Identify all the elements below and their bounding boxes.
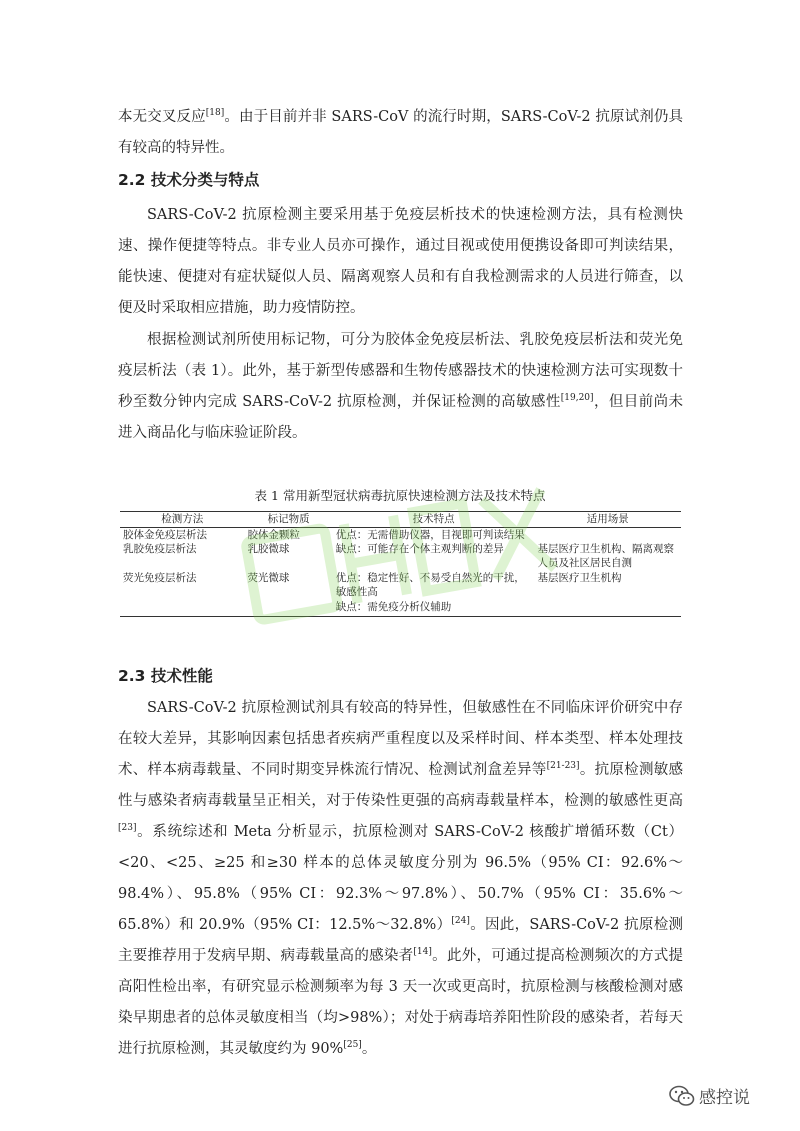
text-run: SARS-CoV-2 抗原检测试剂具有较高的特异性，但敏感性在不同临床评价研究中存在较大差异，其影响因素包括患者疾病严重程度以及采样时间、样本类型、样本处理技术、样本病毒载量、不同时期变异株流行情况、检测试剂盒差异等 [118, 700, 683, 778]
cell-text: 优点：稳定性好、不易受自然光的干扰，敏感性高 [335, 571, 525, 598]
cell-method [120, 571, 244, 617]
citation: [24] [451, 916, 470, 927]
cell-scenario [534, 571, 681, 617]
citation: [19,20] [560, 393, 594, 404]
methods-table [120, 511, 681, 617]
header-method: 检测方法 [120, 512, 244, 528]
account-badge [669, 1083, 750, 1108]
paragraph-performance [118, 693, 683, 1065]
paragraph-markers [118, 325, 683, 449]
cell-text: 缺点：需免疫分析仪辅助 [335, 600, 452, 613]
text-run: 本无交叉反应 [118, 109, 206, 125]
cell-text: 基层医疗卫生机构 [537, 571, 622, 584]
section-heading-2-2: 2.2 技术分类与特点 [118, 171, 260, 189]
section-heading-2-3: 2.3 技术性能 [118, 667, 213, 685]
cell-label [244, 571, 332, 617]
cell-text: 荧光微球 [247, 571, 290, 584]
cell-label [244, 527, 332, 571]
cell-text: 胶体金免疫层析法 [123, 528, 207, 541]
cell-scenario [534, 527, 681, 571]
cell-text: 荧光免疫层析法 [123, 571, 197, 584]
cell-text: 乳胶微球 [247, 543, 290, 555]
header-features: 技术特点 [333, 512, 535, 528]
text-run: 。 [361, 1041, 377, 1057]
citation: [18] [205, 108, 225, 119]
wechat-icon [669, 1085, 695, 1107]
citation: [21-23] [546, 761, 580, 772]
table-row [120, 571, 681, 617]
cell-method [120, 527, 244, 571]
text-run: ，但目前尚未进入商品化与临床验证阶段。 [118, 394, 684, 441]
cell-text: 基层医疗卫生机构、隔离观察人员及社区居民自测 [537, 542, 674, 569]
table-header-row [120, 512, 681, 528]
citation: [14] [413, 947, 432, 958]
cell-text: 胶体金颗粒 [247, 528, 300, 541]
citation: [23] [118, 823, 137, 834]
citation: [25] [343, 1040, 362, 1051]
text-run: 。系统综述和 Meta 分析显示，抗原检测对 SARS-CoV-2 核酸扩增循环数（Ct）<20、<25、≥25 和≥30 样本的总体灵敏度分别为 96.5%（95% CI：92.6%～98.4%）、95.8%（95% CI：92.3%～97.8%）、50.7%（95% CI：35.6%～65.8%）和 20.9%（95% CI：12.5%～32.8%） [118, 824, 683, 933]
cell-features [333, 571, 535, 617]
text-run: 。抗原检测敏感性与感染者病毒载量呈正相关，对于传染性更强的高病毒载量样本，检测的敏感性更高 [118, 762, 683, 809]
cell-text: 优点：无需借助仪器，目视即可判读结果 [335, 528, 525, 541]
cell-text: 缺点：可能存在个体主观判断的差异 [335, 543, 504, 555]
cell-text: 乳胶免疫层析法 [123, 543, 197, 555]
text-run: 。此外，可通过提高检测频次的方式提高阳性检出率，有研究显示检测频率为每 3 天一次或更高时，抗原检测与核酸检测对感染早期患者的总体灵敏度相当（均>98%）；对处于病毒培养阳性阶段的感染者，若每天进行抗原检测，其灵敏度约为 90% [118, 948, 684, 1057]
text-run: 。因此，SARS-CoV-2 抗原检测主要推荐用于发病早期、病毒载量高的感染者 [118, 917, 683, 964]
paragraph-classification: SARS-CoV-2 抗原检测主要采用基于免疫层析技术的快速检测方法，具有检测快速、操作便捷等特点。非专业人员亦可操作，通过目视或使用便携设备即可判读结果，能快速、便捷对有症状疑似人员、隔离观察人员和有自我检测需求的人员进行筛查，以便及时采取相应措施，助力疫情防控。 [118, 207, 683, 316]
text-run: 。由于目前并非 SARS-CoV 的流行时期，SARS-CoV-2 抗原试剂仍具有较高的特异性。 [118, 109, 683, 156]
header-scenario: 适用场景 [534, 512, 681, 528]
cell-features [333, 527, 535, 571]
text-run: 根据检测试剂所使用标记物，可分为胶体金免疫层析法、乳胶免疫层析法和荧光免疫层析法（表 1）。此外，基于新型传感器和生物传感器技术的快速检测方法可实现数十秒至数分钟内完成 SARS-CoV-2 抗原检测，并保证检测的高敏感性 [118, 332, 683, 410]
table-row [120, 527, 681, 571]
paragraph-intro [118, 102, 683, 164]
header-label: 标记物质 [244, 512, 332, 528]
badge-label: 感控说 [699, 1088, 750, 1108]
table-caption: 表 1 常用新型冠状病毒抗原快速检测方法及技术特点 [254, 488, 546, 503]
